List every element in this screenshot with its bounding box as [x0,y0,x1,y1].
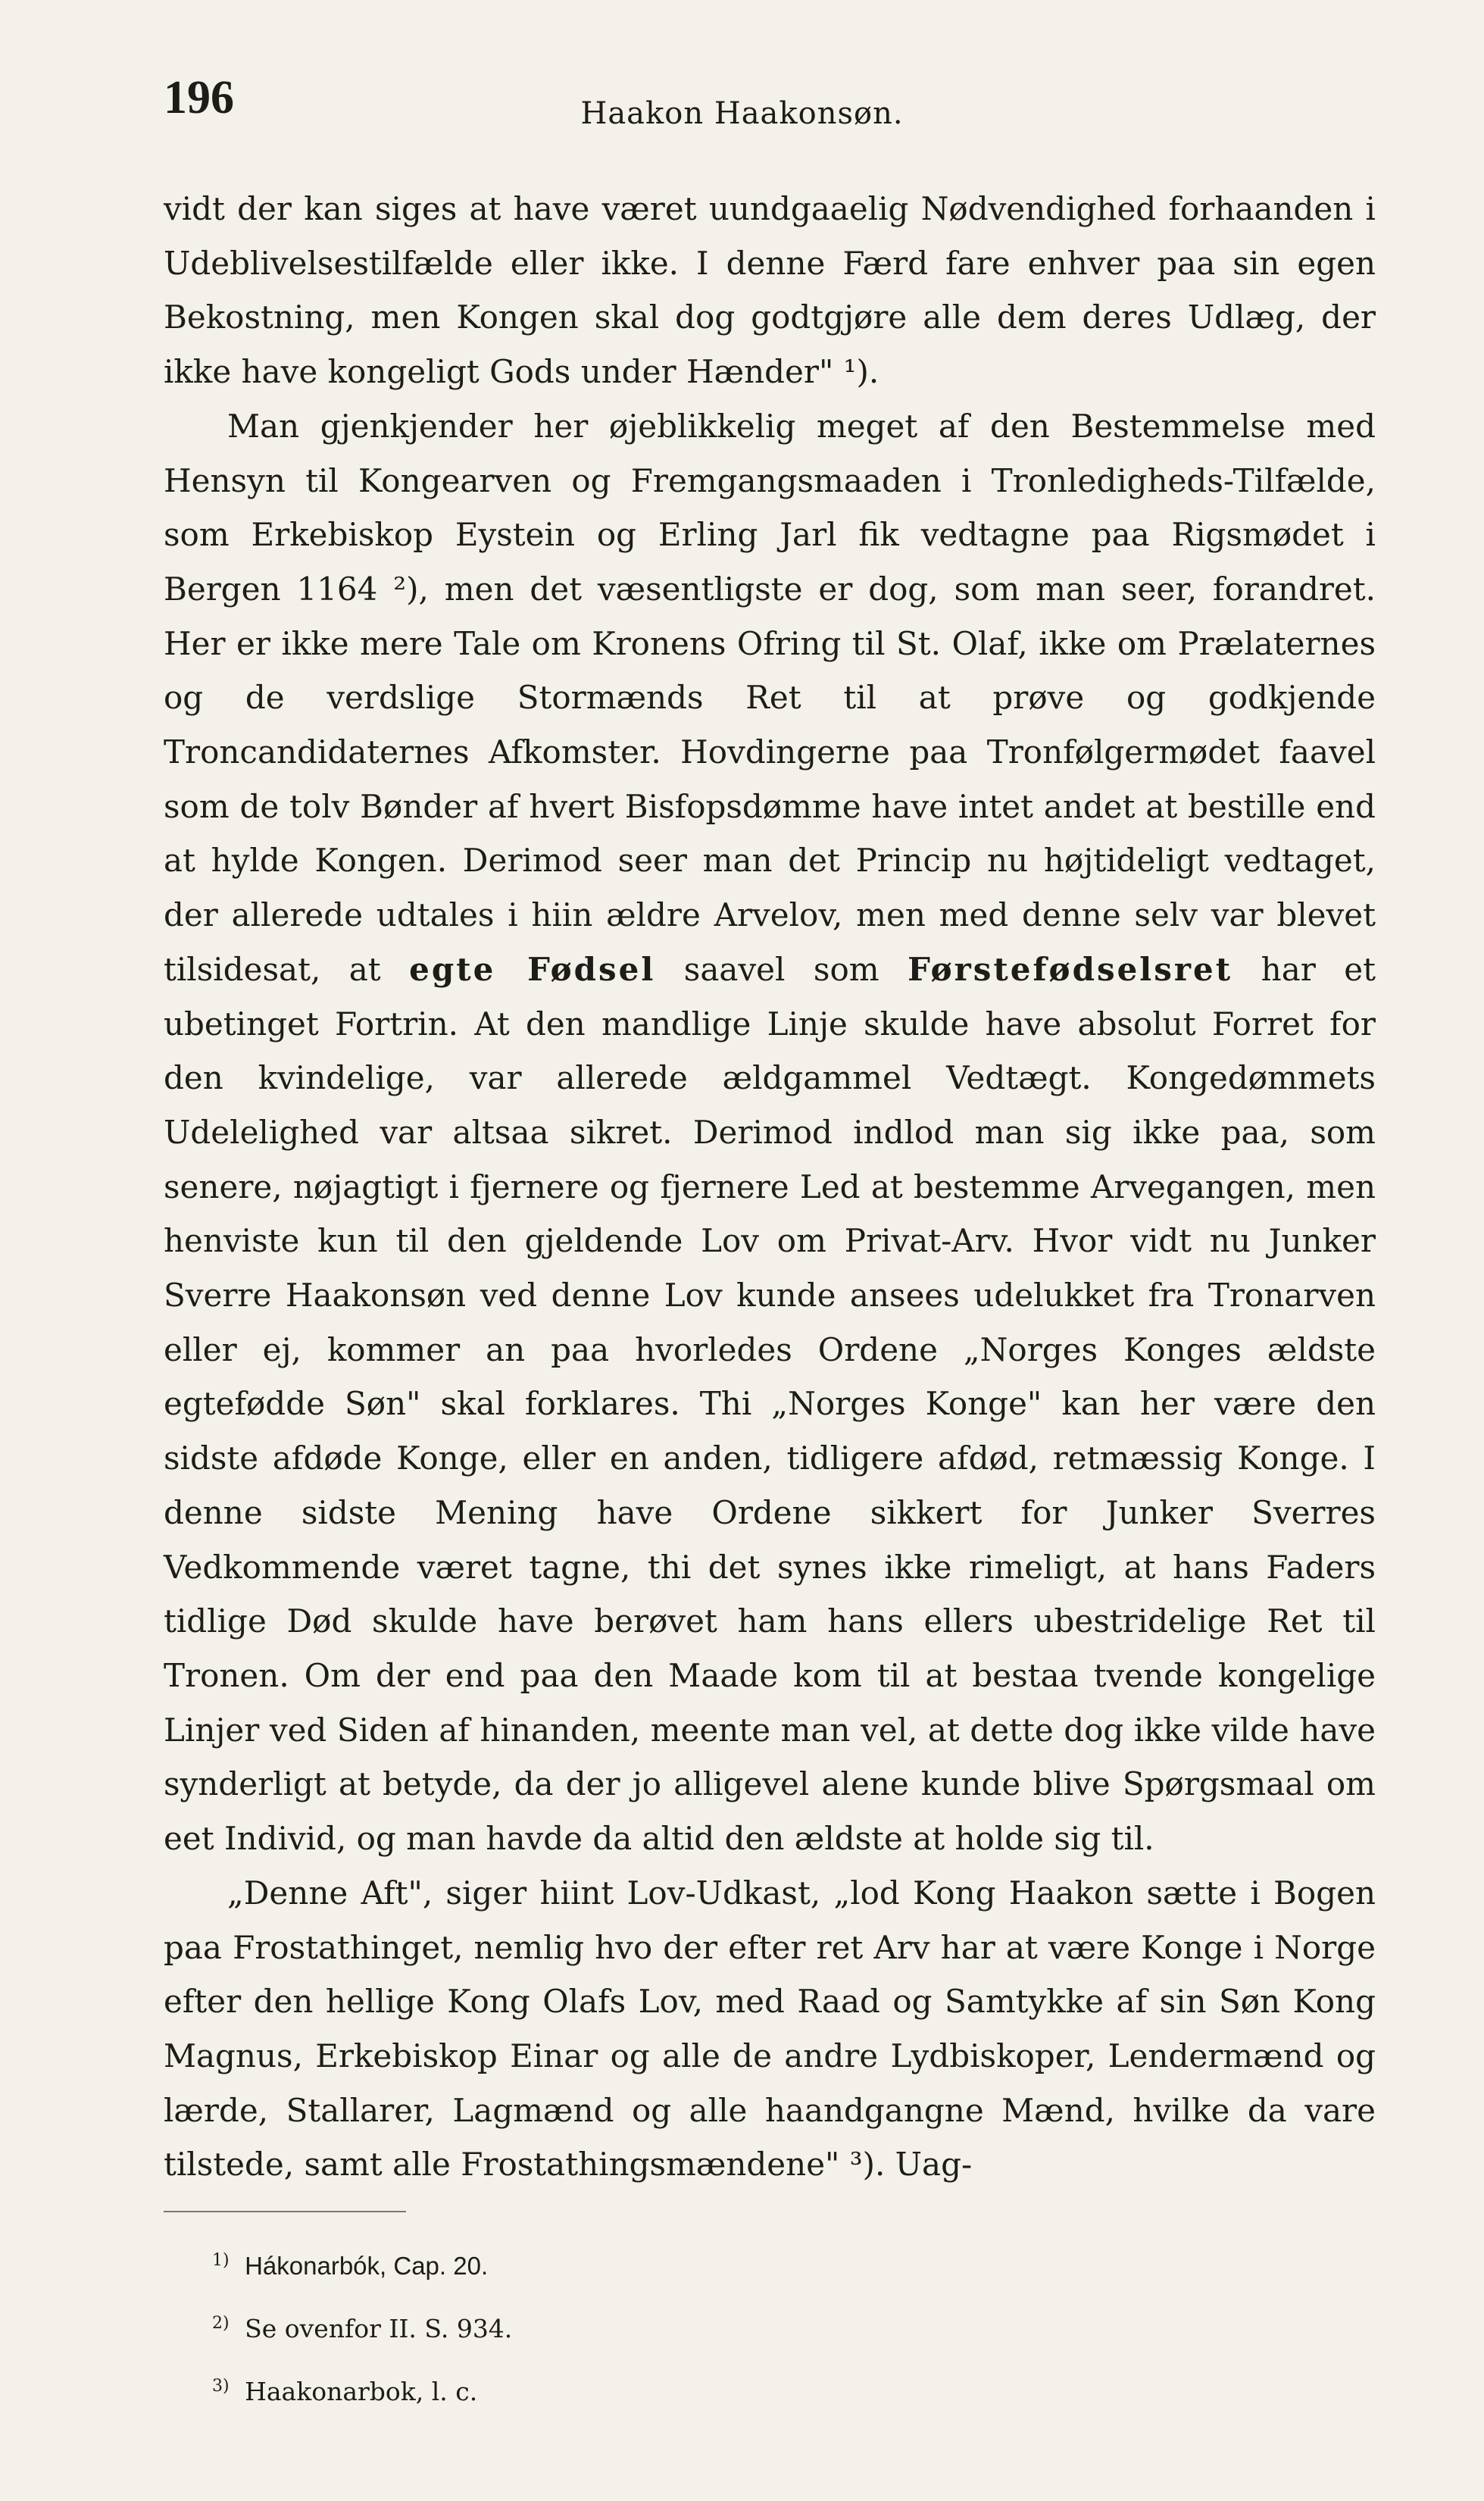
footnote-mark: 1) [212,2251,230,2270]
paragraph-2: Man gjenkjender her øjeblikkelig meget af den Bestemmelse med Hensyn til Kongearven og Fremgangsmaaden i Tronledigheds-Tilfælde, som Erkebiskop Eystein og Erling Jarl fik vedtagne paa Rigsmødet i Bergen 1164 ²), men det væsentligste er dog, som man seer, forandret. Her er ikke mere Tale om Kronens Ofring til St. Olaf, ikke om Prælaternes og de verdslige Stormænds Ret til at prøve og godkjende Troncandidaternes Afkomster. Hovdingerne paa Tronfølgermødet faavel som de tolv Bønder af hvert Bisfopsdømme have intet andet at bestille end at hylde Kongen. Derimod seer man det Princip nu højtideligt vedtaget, der allerede udtales i hiin ældre Arvelov, men med denne selv var blevet tilsidesat, at egte Fødsel saavel som Førstefødselsret har et ubetinget Fortrin. At den mandlige Linje skulde have absolut Forret for den kvindelige, var allerede ældgammel Vedtægt. Kongedømmets Udelelighed var altsaa sikret. Derimod indlod man sig ikke paa, som senere, nøjagtigt i fjernere og fjernere Led at bestemme Arvegangen, men henviste kun til den gjeldende Lov om Privat-Arv. Hvor vidt nu Junker Sverre Haakonsøn ved denne Lov kunde ansees udelukket fra Tronarven eller ej, kommer an paa hvorledes Ordene „Norges Konges ældste egtefødde Søn" skal forklares. Thi „Norges Konge" kan her være den sidste afdøde Konge, eller en anden, tidligere afdød, retmæssig Konge. I denne sidste Mening have Ordene sikkert for Junker Sverres Vedkommende været tagne, thi det synes ikke rimeligt, at hans Faders tidlige Død skulde have berøvet ham hans ellers ubestridelige Ret til Tronen. Om der end paa den Maade kom til at bestaa tvende kongelige Linjer ved Siden af hinanden, meente man vel, at dette dog ikke vilde have synderligt at betyde, da der jo alligevel alene kunde blive Spørgsmaal om eet Individ, og man havde da altid den ældste at holde sig til. [164,407,1376,1858]
footnote-3 [212,2358,1273,2421]
footnote-text: Haakonarbok, l. c. [245,2377,478,2406]
footnote-2 [212,2295,1273,2358]
emphasized-term: egte Fødsel [409,950,656,988]
emphasized-term: Førstefødselsret [908,950,1233,988]
footnote-divider [164,2211,406,2212]
running-title: Haakon Haakonsøn. [580,96,904,131]
footnote-text: Se ovenfor II. S. 934. [245,2314,513,2343]
footnote-1 [212,2232,1273,2295]
paragraph-3: „Denne Aft", siger hiint Lov-Udkast, „lod Kong Haakon sætte i Bogen paa Frostathinget, nemlig hvo der efter ret Arv har at være Konge i Norge efter den hellige Kong Olafs Lov, med Raad og Samtykke af sin Søn Kong Magnus, Erkebiskop Einar og alle de andre Lydbiskoper, Lendermænd og lærde, Stallarer, Lagmænd og alle haandgangne Mænd, hvilke da vare tilstede, samt alle Frostathingsmændene" ³). Uag- [164,1874,1376,2184]
footnote-mark: 3) [212,2377,230,2396]
footnote-text: Hákonarbók, Cap. 20. [245,2252,489,2280]
body-text [164,182,1376,2192]
footnotes [212,2232,1273,2421]
paragraph-1: vidt der kan siges at have været uundgaaelig Nødvendighed forhaanden i Udeblivelsestilfælde eller ikke. I denne Færd fare enhver paa sin egen Bekostning, men Kongen skal dog godtgjøre alle dem deres Udlæg, der ikke have kongeligt Gods under Hænder" ¹). [164,190,1376,391]
footnote-mark: 2) [212,2314,230,2333]
page-number: 196 [164,72,234,123]
